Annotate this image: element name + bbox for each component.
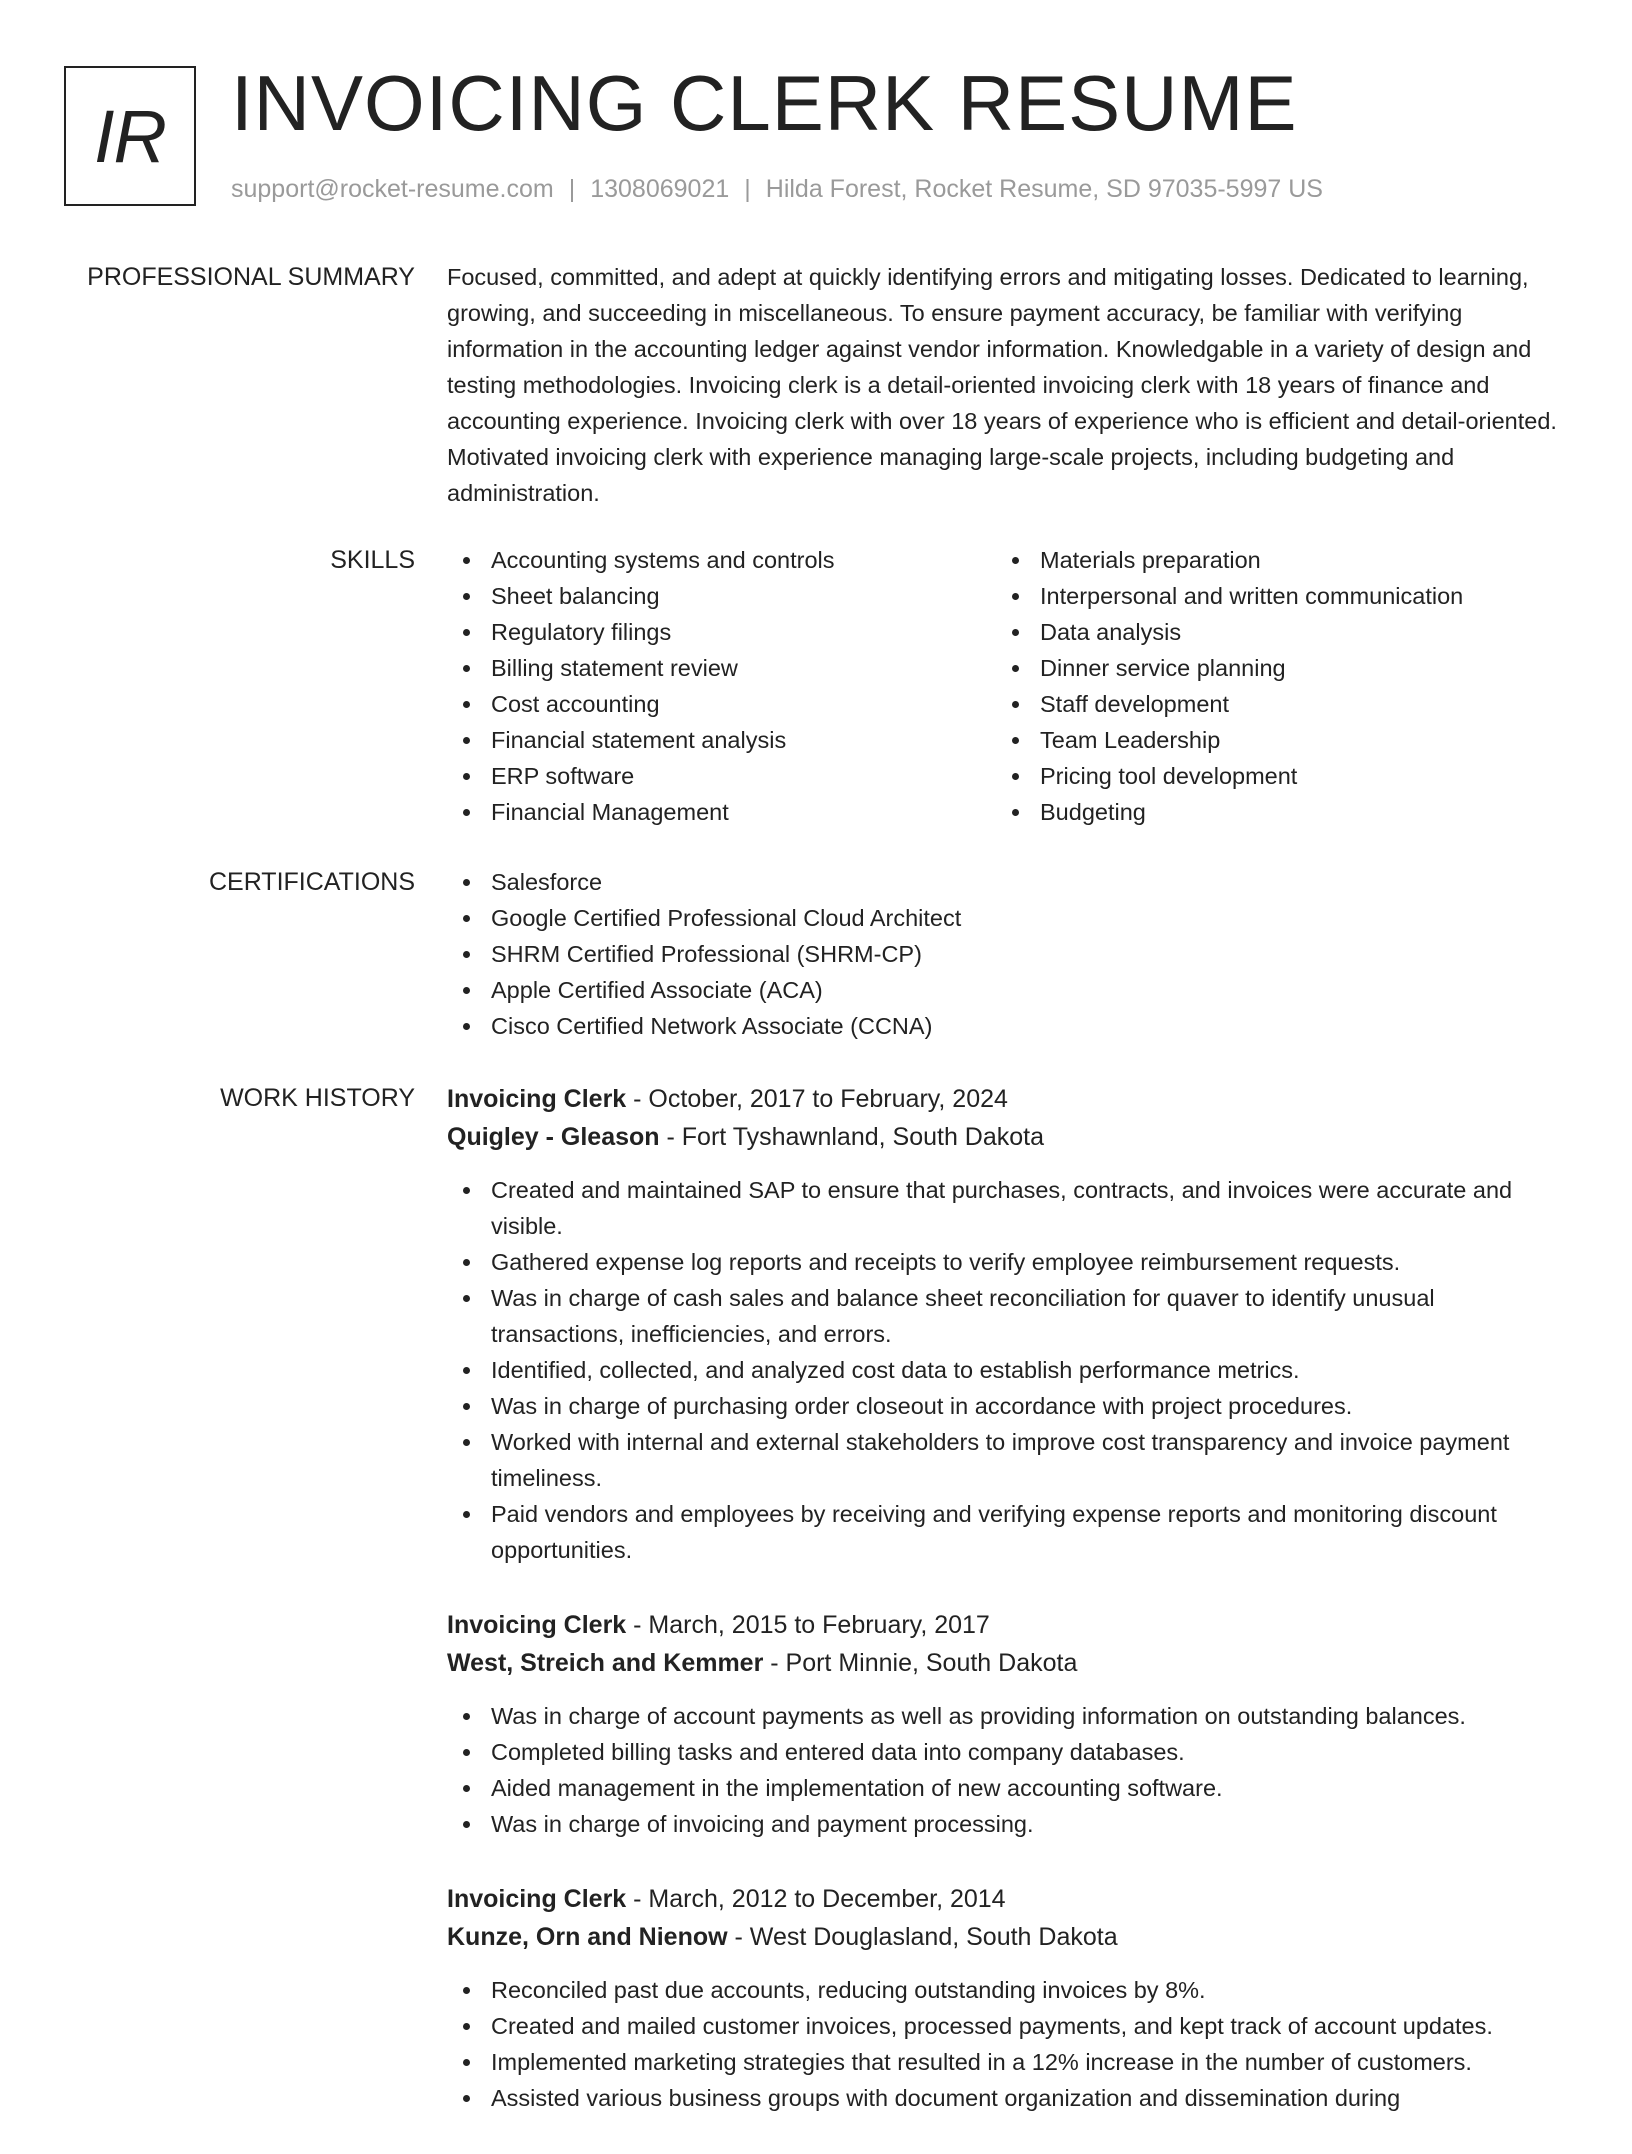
certification-item: Google Certified Professional Cloud Architect (447, 900, 1565, 936)
job-duty: Identified, collected, and analyzed cost data to establish performance metrics. (447, 1352, 1565, 1388)
certifications-list (447, 864, 1565, 1044)
skill-item: ERP software (447, 758, 996, 794)
skill-item: Accounting systems and controls (447, 542, 996, 578)
job-company-line (447, 1118, 1565, 1156)
job-dates: - October, 2017 to February, 2024 (626, 1085, 1008, 1113)
skill-item: Budgeting (996, 794, 1545, 830)
job-title-line (447, 1080, 1565, 1118)
job-entry (447, 1606, 1565, 1842)
job-company: West, Streich and Kemmer (447, 1649, 764, 1677)
monogram-logo: IR (64, 66, 196, 206)
job-duties (447, 1698, 1565, 1842)
job-duty: Paid vendors and employees by receiving and verifying expense reports and monitoring discount opportunities. (447, 1496, 1565, 1568)
job-location: - Fort Tyshawnland, South Dakota (659, 1123, 1045, 1151)
skills-list-right (996, 542, 1545, 830)
skills-heading: SKILLS (330, 546, 415, 574)
job-entry (447, 1080, 1565, 1568)
contact-address: Hilda Forest, Rocket Resume, SD 97035-5997 US (765, 175, 1323, 203)
job-title: Invoicing Clerk (447, 1611, 627, 1639)
summary-body (447, 259, 1565, 511)
job-title-line (447, 1606, 1565, 1644)
job-duties (447, 1972, 1565, 2116)
skills-body (447, 542, 1565, 830)
job-company-line (447, 1644, 1565, 1682)
certification-item: SHRM Certified Professional (SHRM-CP) (447, 936, 1565, 972)
work-history-heading: WORK HISTORY (220, 1084, 415, 1112)
job-duty: Assisted various business groups with document organization and dissemination during (447, 2080, 1565, 2116)
skill-item: Interpersonal and written communication (996, 578, 1545, 614)
skill-item: Billing statement review (447, 650, 996, 686)
skill-item: Financial statement analysis (447, 722, 996, 758)
resume-title: INVOICING CLERK RESUME (231, 59, 1298, 147)
certifications-heading: CERTIFICATIONS (208, 868, 415, 896)
contact-email[interactable]: support@rocket-resume.com (231, 175, 554, 203)
job-duty: Was in charge of cash sales and balance sheet reconciliation for quaver to identify unusual transactions, inefficiencies, and errors. (447, 1280, 1565, 1352)
summary-heading: PROFESSIONAL SUMMARY (87, 263, 415, 291)
job-duty: Was in charge of account payments as well as providing information on outstanding balances. (447, 1698, 1565, 1734)
summary-text: Focused, committed, and adept at quickly identifying errors and mitigating losses. Dedicated to learning, growing, and succeeding in miscellaneous. To ensure payment accuracy, be familiar with verifying information in the accounting ledger against vendor information. Knowledgable in a variety of design and testing methodologies. Invoicing clerk is a detail-oriented invoicing clerk with 18 years of finance and accounting experience. Invoicing clerk with over 18 years of experience who is efficient and detail-oriented. Motivated invoicing clerk with experience managing large-scale projects, including budgeting and administration. (447, 264, 1557, 506)
skills-list-left (447, 542, 996, 830)
job-title: Invoicing Clerk (447, 1885, 627, 1913)
job-duty: Worked with internal and external stakeholders to improve cost transparency and invoice payment timeliness. (447, 1424, 1565, 1496)
skill-item: Pricing tool development (996, 758, 1545, 794)
skill-item: Staff development (996, 686, 1545, 722)
job-entry (447, 1880, 1565, 2116)
contact-separator: | (568, 175, 576, 203)
skill-item: Dinner service planning (996, 650, 1545, 686)
contact-separator: | (744, 175, 751, 203)
job-duty: Created and mailed customer invoices, processed payments, and kept track of account updates. (447, 2008, 1565, 2044)
contact-phone[interactable]: 1308069021 (590, 175, 730, 203)
skill-item: Team Leadership (996, 722, 1545, 758)
skill-item: Sheet balancing (447, 578, 996, 614)
job-company: Quigley - Gleason (447, 1123, 660, 1151)
job-duty: Completed billing tasks and entered data into company databases. (447, 1734, 1565, 1770)
job-dates: - March, 2012 to December, 2014 (626, 1885, 1006, 1913)
certification-item: Cisco Certified Network Associate (CCNA) (447, 1008, 1565, 1044)
skill-item: Regulatory filings (447, 614, 996, 650)
job-duty: Implemented marketing strategies that resulted in a 12% increase in the number of customers. (447, 2044, 1565, 2080)
job-duty: Reconciled past due accounts, reducing outstanding invoices by 8%. (447, 1972, 1565, 2008)
skill-item: Materials preparation (996, 542, 1545, 578)
job-company-line (447, 1918, 1565, 1956)
job-duty: Was in charge of purchasing order closeout in accordance with project procedures. (447, 1388, 1565, 1424)
job-location: - Port Minnie, South Dakota (763, 1649, 1078, 1677)
contact-line (231, 175, 1323, 204)
job-title-line (447, 1880, 1565, 1918)
certification-item: Apple Certified Associate (ACA) (447, 972, 1565, 1008)
skill-item: Cost accounting (447, 686, 996, 722)
job-location: - West Douglasland, South Dakota (727, 1923, 1118, 1951)
skill-item: Data analysis (996, 614, 1545, 650)
job-duties (447, 1172, 1565, 1568)
job-duty: Aided management in the implementation of new accounting software. (447, 1770, 1565, 1806)
job-duty: Created and maintained SAP to ensure that purchases, contracts, and invoices were accurate and visible. (447, 1172, 1565, 1244)
certification-item: Salesforce (447, 864, 1565, 900)
job-title: Invoicing Clerk (447, 1085, 627, 1113)
job-duty: Gathered expense log reports and receipts to verify employee reimbursement requests. (447, 1244, 1565, 1280)
certifications-body (447, 864, 1565, 1044)
work-history-body (447, 1080, 1565, 2154)
skill-item: Financial Management (447, 794, 996, 830)
job-company: Kunze, Orn and Nienow (447, 1923, 728, 1951)
job-dates: - March, 2015 to February, 2017 (626, 1611, 990, 1639)
job-duty: Was in charge of invoicing and payment processing. (447, 1806, 1565, 1842)
